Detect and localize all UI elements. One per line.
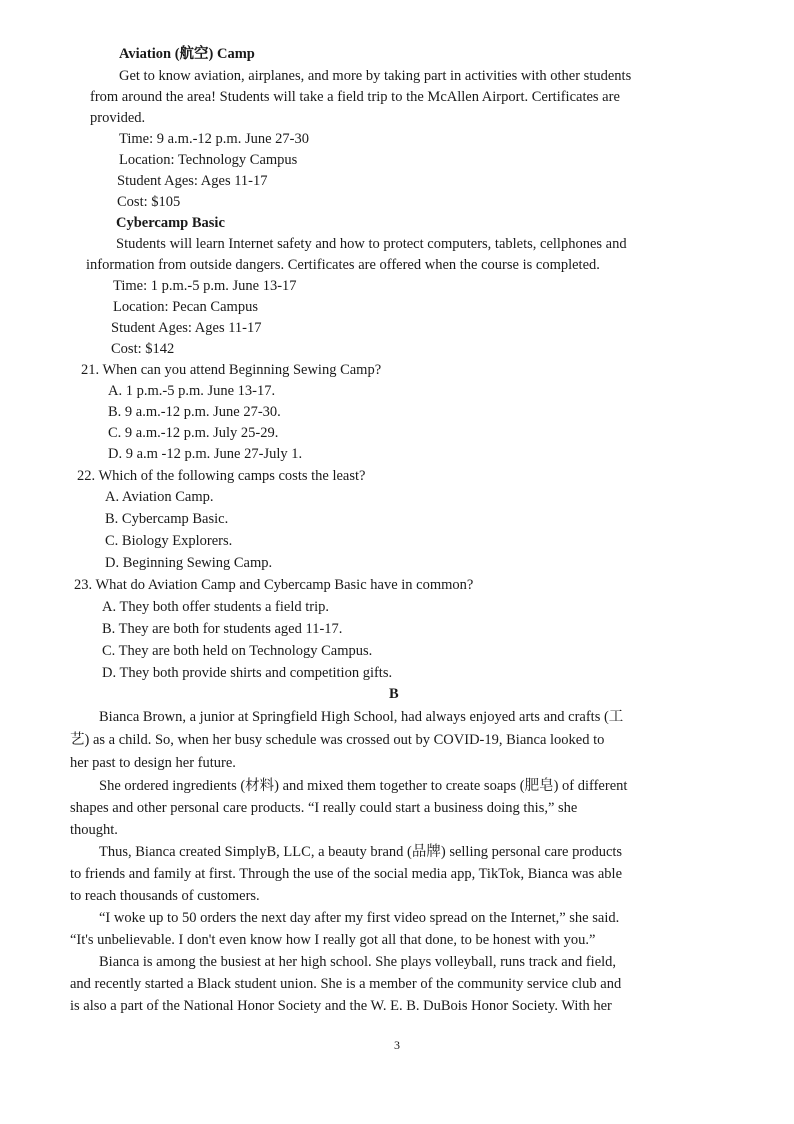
passage-b-heading: B xyxy=(389,686,399,702)
aviation-desc-line: provided. xyxy=(90,110,146,126)
passage-b-line: and recently started a Black student union. She is a member of the community service club and xyxy=(70,976,622,992)
aviation-desc-line: Get to know aviation, airplanes, and more by taking part in activities with other students xyxy=(119,68,632,84)
aviation-location: Location: Technology Campus xyxy=(119,152,298,168)
aviation-camp-title: Aviation (航空) Camp xyxy=(119,46,255,62)
cybercamp-desc-line: Students will learn Internet safety and how to protect computers, tablets, cellphones and xyxy=(116,236,627,252)
question-21-option-a[interactable]: A. 1 p.m.-5 p.m. June 13-17. xyxy=(108,383,276,399)
passage-b-line: her past to design her future. xyxy=(70,755,236,771)
passage-b-line: thought. xyxy=(70,822,118,838)
question-21-option-d[interactable]: D. 9 a.m -12 p.m. June 27-July 1. xyxy=(108,446,303,462)
cybercamp-location: Location: Pecan Campus xyxy=(113,299,258,315)
passage-b-line: to reach thousands of customers. xyxy=(70,888,260,904)
question-22-option-b[interactable]: B. Cybercamp Basic. xyxy=(105,511,229,527)
passage-b-line: Bianca is among the busiest at her high school. She plays volleyball, runs track and field, xyxy=(99,954,617,970)
question-21-option-c[interactable]: C. 9 a.m.-12 p.m. July 25-29. xyxy=(108,425,279,441)
question-23-option-a[interactable]: A. They both offer students a field trip. xyxy=(102,599,329,615)
aviation-cost: Cost: $105 xyxy=(117,194,181,210)
question-22-option-c[interactable]: C. Biology Explorers. xyxy=(105,533,233,549)
question-21-stem: 21. When can you attend Beginning Sewing Camp? xyxy=(81,362,382,378)
question-22-option-d[interactable]: D. Beginning Sewing Camp. xyxy=(105,555,273,571)
cybercamp-title: Cybercamp Basic xyxy=(116,215,225,231)
question-21-option-b[interactable]: B. 9 a.m.-12 p.m. June 27-30. xyxy=(108,404,281,420)
question-22-option-a[interactable]: A. Aviation Camp. xyxy=(105,489,214,505)
passage-b-line: Thus, Bianca created SimplyB, LLC, a beauty brand (品牌) selling personal care products xyxy=(99,844,623,860)
passage-b-line: 艺) as a child. So, when her busy schedule was crossed out by COVID-19, Bianca looked to xyxy=(70,732,605,748)
passage-b-line: is also a part of the National Honor Society and the W. E. B. DuBois Honor Society. With her xyxy=(70,998,612,1014)
passage-b-line: She ordered ingredients (材料) and mixed them together to create soaps (肥皂) of different xyxy=(99,778,628,794)
passage-b-line: “I woke up to 50 orders the next day after my first video spread on the Internet,” she said. xyxy=(99,910,620,926)
question-23-option-b[interactable]: B. They are both for students aged 11-17. xyxy=(102,621,343,637)
cybercamp-ages: Student Ages: Ages 11-17 xyxy=(111,320,262,336)
cybercamp-desc-line: information from outside dangers. Certificates are offered when the course is completed. xyxy=(86,257,600,273)
aviation-ages: Student Ages: Ages 11-17 xyxy=(117,173,268,189)
cybercamp-time: Time: 1 p.m.-5 p.m. June 13-17 xyxy=(113,278,297,294)
page-number: 3 xyxy=(394,1038,400,1052)
cybercamp-cost: Cost: $142 xyxy=(111,341,175,357)
passage-b-line: Bianca Brown, a junior at Springfield High School, had always enjoyed arts and crafts (工 xyxy=(99,709,624,725)
question-23-option-d[interactable]: D. They both provide shirts and competition gifts. xyxy=(102,665,393,681)
aviation-time: Time: 9 a.m.-12 p.m. June 27-30 xyxy=(119,131,309,147)
aviation-desc-line: from around the area! Students will take a field trip to the McAllen Airport. Certificates are xyxy=(90,89,620,105)
question-23-stem: 23. What do Aviation Camp and Cybercamp Basic have in common? xyxy=(74,577,474,593)
question-23-option-c[interactable]: C. They are both held on Technology Campus. xyxy=(102,643,373,659)
passage-b-line: “It's unbelievable. I don't even know how I really got all that done, to be honest with you.” xyxy=(70,932,596,948)
question-22-stem: 22. Which of the following camps costs the least? xyxy=(77,468,366,484)
passage-b-line: to friends and family at first. Through the use of the social media app, TikTok, Bianca was able xyxy=(70,866,623,882)
passage-b-line: shapes and other personal care products. “I really could start a business doing this,” she xyxy=(70,800,578,816)
